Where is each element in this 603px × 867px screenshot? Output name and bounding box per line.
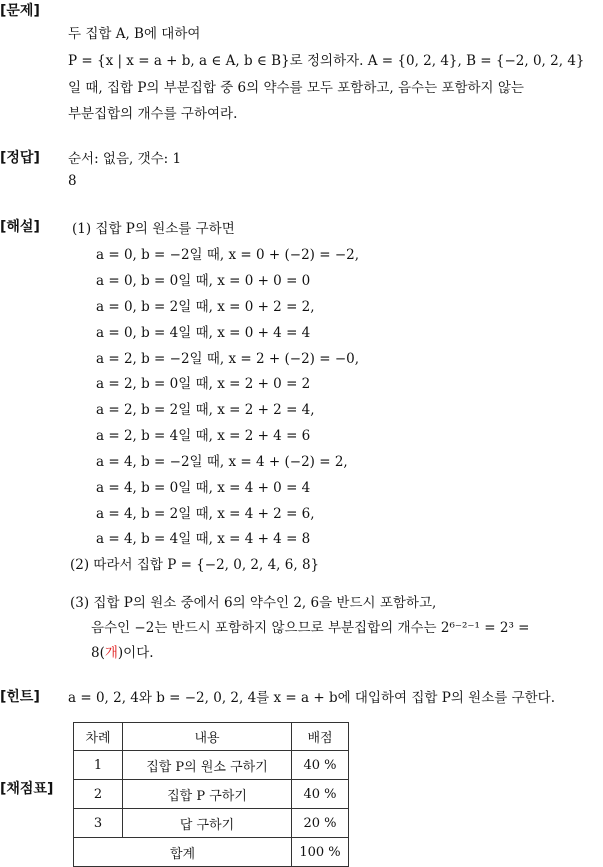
step3-pre: 8(	[91, 645, 105, 661]
hint-label: [힌트]	[0, 689, 40, 705]
cell-content: 답 구하기	[123, 809, 292, 838]
solution-case: a = 2, b = −2일 때, x = 2 + (−2) = −0,	[96, 351, 360, 367]
solution-case: a = 4, b = 0일 때, x = 4 + 0 = 4	[96, 480, 311, 496]
cell-score: 40 %	[292, 751, 349, 780]
solution-case: a = 0, b = 2일 때, x = 0 + 2 = 2,	[96, 299, 315, 315]
header-order: 차례	[74, 723, 123, 751]
answer-line-2: 8	[68, 173, 77, 189]
grading-table	[73, 722, 349, 867]
solution-case: a = 0, b = 0일 때, x = 0 + 0 = 0	[96, 273, 311, 289]
grading-header-row	[74, 723, 349, 751]
cell-score: 40 %	[292, 780, 349, 809]
grading-label: [채점표]	[0, 781, 54, 797]
total-row	[74, 838, 349, 867]
header-score: 배점	[292, 723, 349, 751]
total-value: 100 %	[292, 838, 349, 867]
cell-content: 집합 P의 원소 구하기	[123, 751, 292, 780]
total-label: 합계	[74, 838, 292, 867]
header-content: 내용	[123, 723, 292, 751]
problem-label: [문제]	[0, 3, 40, 19]
solution-step-2: (2) 따라서 집합 P = {−2, 0, 2, 4, 6, 8}	[70, 557, 320, 573]
answer-label: [정답]	[0, 150, 40, 166]
step3-post: )이다.	[117, 645, 154, 661]
cell-order: 3	[74, 809, 123, 838]
unit-highlight: 개	[104, 645, 118, 661]
cell-content: 집합 P 구하기	[123, 780, 292, 809]
solution-case: a = 0, b = −2일 때, x = 0 + (−2) = −2,	[96, 247, 360, 263]
table-row	[74, 751, 349, 780]
solution-step-3-line-1: (3) 집합 P의 원소 중에서 6의 약수인 2, 6을 반드시 포함하고,	[70, 595, 437, 611]
solution-step-3-line-3	[91, 641, 154, 661]
solution-label: [해설]	[0, 219, 40, 235]
solution-case: a = 4, b = −2일 때, x = 4 + (−2) = 2,	[96, 454, 348, 470]
table-row	[74, 780, 349, 809]
problem-line-3: 일 때, 집합 P의 부분집합 중 6의 약수를 모두 포함하고, 음수는 포함하지 않는	[68, 80, 524, 96]
table-row	[74, 809, 349, 838]
answer-line-1: 순서: 없음, 갯수: 1	[68, 151, 182, 167]
problem-line-2: P = {x | x = a + b, a ∈ A, b ∈ B}로 정의하자. A = {0, 2, 4}, B = {−2, 0, 2, 4}	[68, 53, 585, 69]
solution-case: a = 4, b = 4일 때, x = 4 + 4 = 8	[96, 531, 311, 547]
solution-case: a = 2, b = 0일 때, x = 2 + 0 = 2	[96, 376, 311, 392]
solution-step-1: (1) 집합 P의 원소를 구하면	[72, 221, 235, 237]
solution-case: a = 2, b = 2일 때, x = 2 + 2 = 4,	[96, 402, 315, 418]
problem-line-1: 두 집합 A, B에 대하여	[68, 26, 201, 42]
cell-order: 2	[74, 780, 123, 809]
solution-case: a = 0, b = 4일 때, x = 0 + 4 = 4	[96, 325, 311, 341]
hint-text: a = 0, 2, 4와 b = −2, 0, 2, 4를 x = a + b에 대입하여 집합 P의 원소를 구한다.	[68, 690, 555, 706]
solution-case: a = 2, b = 4일 때, x = 2 + 4 = 6	[96, 428, 311, 444]
solution-case: a = 4, b = 2일 때, x = 4 + 2 = 6,	[96, 506, 315, 522]
problem-line-4: 부분집합의 개수를 구하여라.	[68, 106, 238, 122]
solution-step-3-line-2: 음수인 −2는 반드시 포함하지 않으므로 부분집합의 개수는 2⁶⁻²⁻¹ = 2³ =	[91, 620, 530, 636]
cell-score: 20 %	[292, 809, 349, 838]
cell-order: 1	[74, 751, 123, 780]
